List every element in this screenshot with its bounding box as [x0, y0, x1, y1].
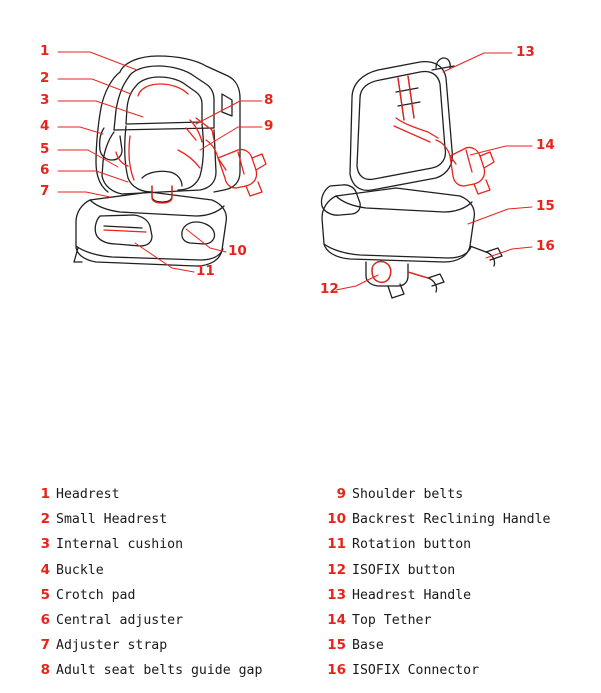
legend-label: Adjuster strap	[56, 638, 168, 654]
legend-item	[324, 558, 601, 583]
legend-label: Backrest Reclining Handle	[352, 512, 551, 528]
callout-5: 5	[40, 141, 50, 157]
parts-legend	[0, 482, 601, 684]
legend-item	[324, 608, 601, 633]
legend-label: ISOFIX button	[352, 562, 456, 578]
legend-label: Top Tether	[352, 612, 432, 628]
legend-item	[324, 532, 601, 557]
legend-number: 16	[327, 662, 346, 679]
legend-column-left	[0, 482, 312, 684]
legend-label: Internal cushion	[56, 537, 184, 553]
callout-14: 14	[536, 137, 555, 153]
legend-label: Small Headrest	[56, 512, 168, 528]
legend-number: 5	[40, 586, 50, 603]
legend-label: Headrest Handle	[352, 587, 472, 603]
callout-9: 9	[264, 118, 274, 134]
legend-number: 4	[40, 561, 50, 578]
callout-1: 1	[40, 43, 50, 59]
callout-11: 11	[196, 263, 215, 279]
legend-number: 9	[336, 486, 346, 502]
legend-item	[324, 507, 601, 532]
legend-item	[28, 658, 312, 683]
legend-label: Adult seat belts guide gap	[56, 663, 263, 679]
callout-7: 7	[40, 183, 50, 199]
legend-number: 12	[327, 561, 346, 578]
callout-leaders	[58, 52, 532, 290]
legend-label: ISOFIX Connector	[352, 663, 480, 679]
legend-label: Shoulder belts	[352, 487, 464, 502]
legend-item	[324, 583, 601, 608]
legend-number: 15	[327, 637, 346, 654]
legend-number: 14	[327, 611, 346, 628]
callout-6: 6	[40, 162, 50, 178]
callout-4: 4	[40, 118, 50, 134]
left-seat-outline	[74, 56, 240, 266]
legend-label: Base	[352, 638, 384, 654]
legend-item	[28, 583, 312, 608]
legend-item	[28, 608, 312, 633]
legend-label: Buckle	[56, 562, 104, 578]
legend-number: 10	[327, 511, 346, 528]
callout-12: 12	[320, 281, 339, 297]
legend-number: 13	[327, 586, 346, 603]
legend-number: 3	[40, 536, 50, 553]
legend-item	[28, 507, 312, 532]
legend-number: 6	[40, 611, 50, 628]
legend-number: 2	[40, 511, 50, 528]
legend-label: Rotation button	[352, 537, 472, 553]
car-seat-diagram	[0, 0, 601, 330]
right-seat-outline	[321, 58, 502, 298]
legend-column-right	[312, 482, 601, 684]
legend-item	[28, 532, 312, 557]
legend-item	[28, 633, 312, 658]
legend-number: 7	[40, 637, 50, 654]
callout-8: 8	[264, 92, 274, 108]
legend-item	[324, 633, 601, 658]
callout-15: 15	[536, 198, 555, 214]
callout-10: 10	[228, 243, 247, 259]
legend-number: 8	[40, 662, 50, 679]
legend-label: Crotch pad	[56, 587, 136, 603]
legend-item	[28, 482, 312, 507]
legend-label: Central adjuster	[56, 612, 184, 628]
legend-item	[324, 658, 601, 683]
legend-item	[28, 558, 312, 583]
callout-16: 16	[536, 238, 555, 254]
legend-number: 11	[327, 536, 346, 553]
legend-label: Headrest	[56, 487, 120, 502]
callout-3: 3	[40, 92, 50, 108]
legend-item	[324, 482, 601, 507]
callout-2: 2	[40, 70, 50, 86]
callout-13: 13	[516, 44, 535, 60]
legend-number: 1	[40, 486, 50, 502]
